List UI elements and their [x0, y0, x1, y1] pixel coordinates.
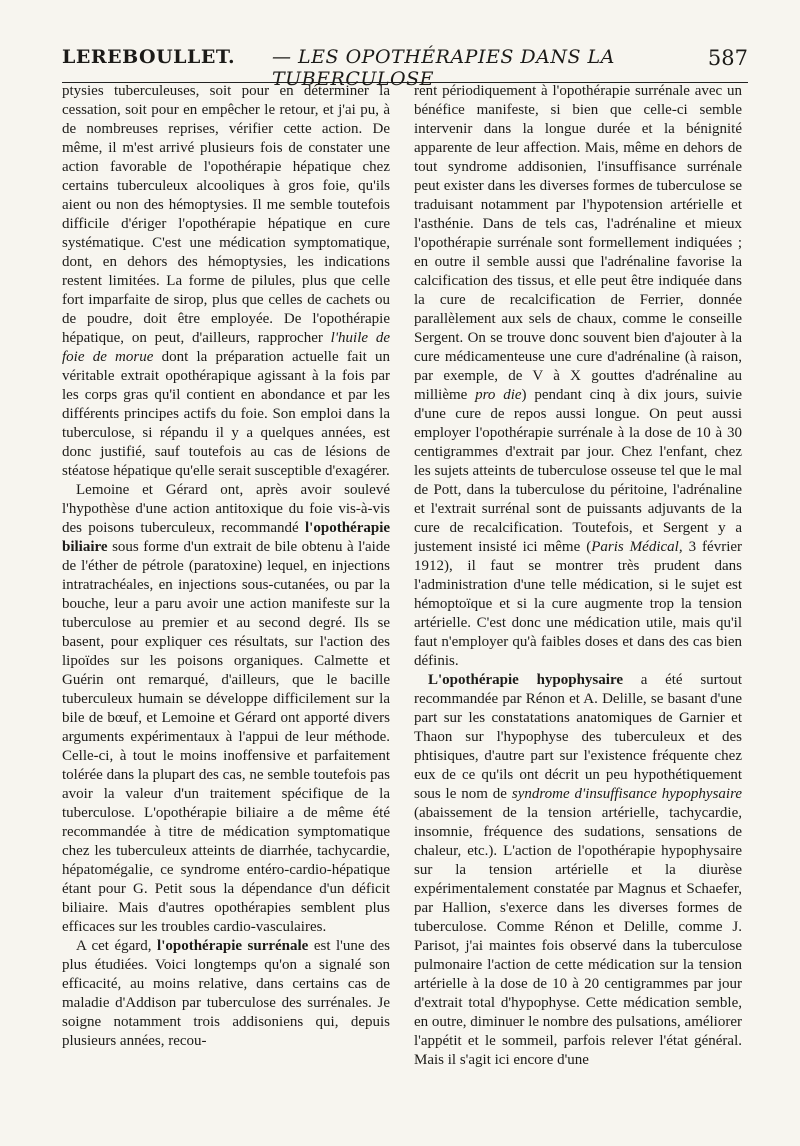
paragraph [414, 671, 742, 1070]
text-run: Lemoine et Gérard ont, après avoir soulevé l'hypothèse d'une action antitoxique du foie vis-à-vis des poisons tuberculeux, recommandé [62, 482, 390, 536]
text-run: (abaissement de la tension artérielle, tachycardie, insomnie, fréquence des sudations, sensations de chaleur, etc.). L'action de l'opothérapie hypophysaire sur la tension artérielle et la diurèse expérimentalement constatée par Magnus et Schaefer, par Hallion, s'exerce dans les diverses formes de tuberculose. Comme Rénon et Delille, comme J. Parisot, j'ai maintes fois observé dans la tuberculose pulmonaire l'action de cette médication sur la tension artérielle à la dose de 10 à 20 centigrammes par jour d'extrait total d'hypophyse. Cette médication semble, en outre, diminuer le nombre des pulsations, améliorer l'appétit et le sommeil, parfois relever l'état général. Mais il s'agit ici encore d'une [414, 805, 742, 1068]
section-term-surrenale: l'opothérapie surrénale [157, 938, 309, 954]
text-run: 3 février 1912), il faut se montrer très prudent dans l'administration d'une telle médication, si le sujet est hémoptoïque et si la cure augmente trop la tension artérielle. C'est donc une médication utile, mais qu'il faut n'employer qu'à faibles doses et dans des cas bien définis. [414, 539, 742, 669]
header-title-text: LES OPOTHÉRAPIES DANS LA TUBERCULOSE [272, 46, 615, 90]
running-header [62, 42, 748, 90]
text-run: sous forme d'un extrait de bile obtenu à l'aide de l'éther de pétrole (paratoxine) lequel, en injections intratrachéales, en injections sous-cutanées, ou par la bouche, leur a paru avoir une action manifeste sur la tuberculose au premier et au second degré. Ils se basent, pour expliquer ces résultats, sur l'action des lipoïdes sur les poisons organiques. Calmette et Guérin ont remarqué, d'ailleurs, que le bacille tuberculeux humain se développe difficilement sur la bile de bœuf, et Lemoine et Gérard ont apporté divers arguments expérimentaux à l'appui de leur méthode. Celle-ci, à tout le moins inoffensive et parfaitement tolérée dans la plupart des cas, ne semble toutefois pas avoir la valeur d'un traitement spécifique de la tuberculose. L'opothérapie biliaire a de même été recommandée à titre de médication symptomatique chez les tuberculeux atteints de diarrhée, tachycardie, hépatomégalie, ce syndrome entéro-cardio-hépatique étant pour G. Petit sous la dépendance d'un déficit biliaire. Mais d'autres opothérapies semblent plus efficaces sur les troubles cardio-vasculaires. [62, 539, 390, 935]
page-number: 587 [707, 46, 748, 70]
italic-term: syndrome d'insuffisance hypophysaire [511, 786, 742, 802]
right-column [414, 82, 742, 1127]
text-run: ) pendant cinq à dix jours, suivie d'une cure de repos aussi longue. On peut aussi employer l'opothérapie surrénale à la dose de 10 à 30 centigrammes d'extrait par jour. Chez l'enfant, chez les sujets atteints de tuberculose osseuse tel que le mal de Pott, dans la tuberculose du péritoine, l'adrénaline et l'extrait surrénal sont de puissants adjuvants de la cure de recalcification. Toutefois, et Sergent y a justement insisté ici même ( [414, 387, 742, 555]
text-run: est l'une des plus étudiées. Voici longtemps qu'on a signalé son efficacité, au moins relative, dans certains cas de maladie d'Addison par tuberculose des surrénales. Je soigne notamment trois addisoniens qui, depuis plusieurs années, recou- [62, 938, 390, 1049]
text-run: A cet égard, [76, 938, 152, 954]
italic-term: pro die [475, 387, 522, 403]
header-dash: — [272, 46, 292, 68]
paragraph [414, 82, 742, 671]
section-term-biliaire: l'opothérapie biliaire [62, 520, 390, 555]
section-term-hypophysaire: L'opothérapie hypophysaire [428, 672, 623, 688]
left-column [62, 82, 390, 1127]
paragraph [62, 937, 390, 1051]
text-run: dont la préparation actuelle fait un véritable extrait opothérapique agissant à la fois par les corps gras qu'il contient en abondance et par les différents principes actifs du foie. Son emploi dans la tuberculose, si répandu il y a quelques années, est donc justifié, sauf toutefois au cas de lésions de stéatose hépatique qu'elle serait susceptible d'exagérer. [62, 349, 390, 479]
header-author: LEREBOULLET. [62, 46, 236, 68]
citation-journal: Paris Médical, [591, 539, 683, 555]
text-run: ptysies tuberculeuses, soit pour en déterminer la cessation, soit pour en empêcher le retour, et j'ai pu, à de nombreuses reprises, vérifier cette action. De même, il m'est arrivé plusieurs fois de constater une action favorable de l'opothérapie hépatique chez certains tuberculeux alcooliques à gros foie, qu'ils aient ou non des hémoptysies. Il me semble toutefois difficile d'ériger l'opothérapie hépatique en cure systématique. C'est une médication symptomatique, dont, en dehors des hémoptysies, les indications restent limitées. La forme de pilules, plus que celle fort imparfaite de sirop, plus que celles de cachets ou de poudre, doit être employée. De l'opothérapie hépatique, on peut, d'ailleurs, rapprocher [62, 83, 390, 346]
paragraph [62, 82, 390, 481]
text-run: a été surtout recommandée par Rénon et A. Delille, se basant d'une part sur les constatations anatomiques de Garnier et Thaon sur l'hypophyse des tuberculeux et des phtisiques, d'autre part sur l'existence fréquente chez eux de ce qu'ils ont décrit un peu hypothétiquement sous le nom de [414, 672, 742, 802]
italic-term: l'huile de foie de morue [62, 330, 390, 365]
paragraph [62, 481, 390, 937]
text-run: rent périodiquement à l'opothérapie surrénale avec un bénéfice manifeste, si bien que celle-ci semble intervenir dans la longue durée et la bénignité apparente de leur affection. Mais, même en dehors de tout syndrome addisonien, l'insuffisance surrénale peut exister dans les diverses formes de tuberculose se traduisant notamment par l'hypotension artérielle et l'asthénie. Dans de tels cas, l'adrénaline et mieux l'opothérapie surrénale sont formellement indiquées ; en outre il semble aussi que l'adrénaline favorise la calcification des tissus, et elle peut être indiquée dans la cure de recalcification de Ferrier, donnée parallèlement aux sels de chaux, comme le conseille Sergent. On se trouve donc souvent bien d'ajouter à la cure médicamenteuse une cure d'adrénaline (à raison, par exemple, de V à X gouttes d'adrénaline au millième [414, 83, 742, 403]
